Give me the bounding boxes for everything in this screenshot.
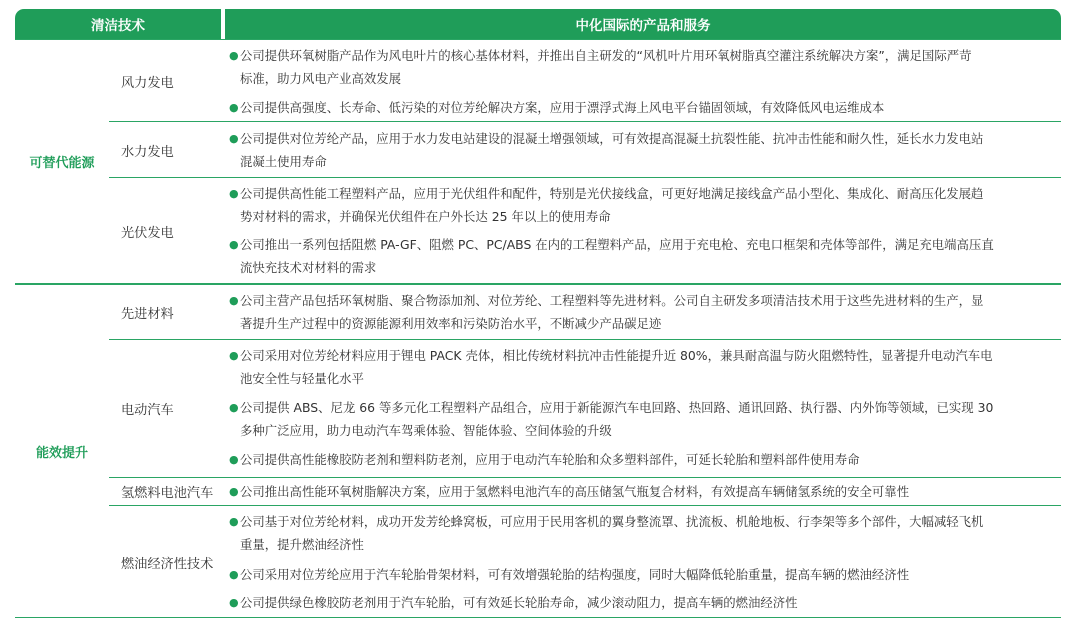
bullet-icon: ● — [229, 401, 239, 414]
bullet-icon: ● — [229, 596, 239, 609]
list-item — [229, 344, 1059, 390]
list-item-text: 公司推出高性能环氧树脂解决方案，应用于氢燃料电池汽车的高压储氢气瓶复合材料，有效提高车辆储氢系统的安全可靠性 — [240, 484, 910, 499]
list-item-text: 公司采用对位芳纶材料应用于锂电 PACK 壳体，相比传统材料抗冲击性能提升近 80%，兼具耐高温与防火阻燃特性，显著提升电动汽车电 池安全性与轻量化水平 — [240, 348, 993, 386]
row-label-advanced-materials: 先进材料 — [121, 307, 174, 322]
row-label-wind-power: 风力发电 — [121, 76, 174, 91]
bullet-icon: ● — [229, 568, 239, 581]
bullet-icon: ● — [229, 453, 239, 466]
row-divider — [109, 121, 1061, 122]
list-item — [229, 44, 1059, 90]
list-item-text: 公司提供高性能工程塑料产品，应用于光伏组件和配件，特别是光伏接线盒，可更好地满足接线盒产品小型化、集成化、耐高压化发展趋 势对材料的需求，并确保光伏组件在户外长达 25 年以上的使用寿命 — [240, 186, 984, 224]
row-divider — [109, 505, 1061, 506]
list-item-text: 公司推出一系列包括阻燃 PA-GF、阻燃 PC、PC/ABS 在内的工程塑料产品，应用于充电枪、充电口框架和壳体等部件，满足充电端高压直 流快充技术对材料的需求 — [240, 237, 994, 275]
header-divider — [15, 39, 1061, 40]
table-bottom-border — [15, 617, 1061, 618]
list-item-text: 公司提供 ABS、尼龙 66 等多元化工程塑料产品组合，应用于新能源汽车电回路、热回路、通讯回路、执行器、内外饰等领域，已实现 30 多种广泛应用，助力电动汽车驾乘体验、智能体验、空间体验的升级 — [240, 400, 994, 438]
row-divider — [109, 477, 1061, 478]
bullet-icon: ● — [229, 515, 239, 528]
list-item — [229, 233, 1059, 279]
row-divider — [109, 177, 1061, 178]
list-item — [229, 510, 1059, 556]
list-item — [229, 127, 1059, 173]
list-item — [229, 448, 1059, 471]
list-item-text: 公司提供对位芳纶产品，应用于水力发电站建设的混凝土增强领域，可有效提高混凝土抗裂性能、抗冲击性能和耐久性，延长水力发电站 混凝土使用寿命 — [240, 131, 984, 169]
list-item — [229, 289, 1059, 335]
bullet-icon: ● — [229, 187, 239, 200]
list-item — [229, 563, 1059, 586]
row-label-fuel-economy: 燃油经济性技术 — [121, 557, 214, 572]
list-item — [229, 182, 1059, 228]
row-label-solar-power: 光伏发电 — [121, 226, 174, 241]
list-item-text: 公司提供高强度、长寿命、低污染的对位芳纶解决方案，应用于漂浮式海上风电平台锚固领域，有效降低风电运维成本 — [240, 100, 885, 115]
list-item-text: 公司提供绿色橡胶防老剂用于汽车轮胎，可有效延长轮胎寿命，减少滚动阻力，提高车辆的燃油经济性 — [240, 595, 798, 610]
bullet-icon: ● — [229, 132, 239, 145]
list-item-text: 公司基于对位芳纶材料，成功开发芳纶蜂窝板，可应用于民用客机的翼身整流罩、扰流板、机舱地板、行李架等多个部件，大幅减轻飞机 重量，提升燃油经济性 — [240, 514, 984, 552]
bullet-icon: ● — [229, 49, 239, 62]
list-item-text: 公司提供高性能橡胶防老剂和塑料防老剂，应用于电动汽车轮胎和众多塑料部件，可延长轮胎和塑料部件使用寿命 — [240, 452, 860, 467]
list-item — [229, 480, 1059, 503]
list-item — [229, 396, 1059, 442]
row-label-hydrogen-fuel-cell-vehicles: 氢燃料电池汽车 — [121, 486, 214, 501]
column-header-clean-tech: 清洁技术 — [15, 9, 221, 39]
row-label-electric-vehicles: 电动汽车 — [121, 403, 174, 418]
column-header-products: 中化国际的产品和服务 — [225, 9, 1061, 39]
bullet-icon: ● — [229, 294, 239, 307]
list-item — [229, 591, 1059, 614]
list-item-text: 公司采用对位芳纶应用于汽车轮胎骨架材料，可有效增强轮胎的结构强度，同时大幅降低轮胎重量，提高车辆的燃油经济性 — [240, 567, 910, 582]
bullet-icon: ● — [229, 238, 239, 251]
list-item — [229, 96, 1059, 119]
bullet-icon: ● — [229, 101, 239, 114]
category-renewable-energy: 可替代能源 — [29, 156, 95, 171]
row-divider — [109, 339, 1061, 340]
bullet-icon: ● — [229, 349, 239, 362]
list-item-text: 公司提供环氧树脂产品作为风电叶片的核心基体材料，并推出自主研发的“风机叶片用环氧树脂真空灌注系统解决方案”，满足国际严苛 标准，助力风电产业高效发展 — [240, 48, 972, 86]
category-energy-efficiency: 能效提升 — [35, 445, 88, 461]
bullet-icon: ● — [229, 485, 239, 498]
list-item-text: 公司主营产品包括环氧树脂、聚合物添加剂、对位芳纶、工程塑料等先进材料。公司自主研发多项清洁技术用于这些先进材料的生产，显 著提升生产过程中的资源能源利用效率和污染防治水平，不断减少产品碳足迹 — [240, 293, 984, 331]
section-divider — [15, 283, 1061, 285]
row-label-hydropower: 水力发电 — [121, 145, 174, 160]
